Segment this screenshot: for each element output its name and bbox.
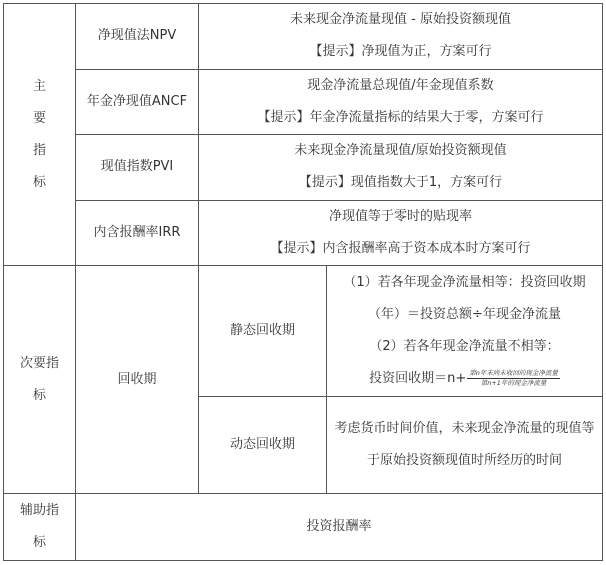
formula-ancf: 现金净流量总现值/年金现值系数 — [307, 77, 494, 93]
formula-numerator: 第n年末尚未收回的现金净流量 — [469, 369, 558, 378]
tip-npv: 【提示】净现值为正，方案可行 — [309, 44, 492, 60]
auxiliary-name: 投资报酬率 — [76, 494, 603, 561]
row-content-ancf — [199, 69, 603, 135]
investment-indicator-table — [3, 3, 603, 561]
static-payback-name: 静态回收期 — [199, 266, 327, 397]
secondary-label: 次要指标 — [4, 266, 76, 494]
formula-irr: 净现值等于零时的贴现率 — [328, 209, 472, 225]
row-content-pvi — [199, 135, 603, 201]
row-name-npv: 净现值法NPV — [76, 4, 199, 70]
formula-npv: 未来现金净流量现值 - 原始投资额现值 — [290, 12, 511, 28]
row-content-irr — [199, 200, 603, 266]
row-name-pvi: 现值指数PVI — [76, 135, 199, 201]
static-payback-content — [327, 266, 603, 397]
tip-irr: 【提示】内含报酬率高于资本成本时方案可行 — [270, 241, 531, 257]
formula-pvi: 未来现金净流量现值/原始投资额现值 — [294, 143, 507, 159]
static-payback-line1: （1）若各年现金净流量相等：投资回收期（年）＝投资总额÷年现金净流量 — [343, 275, 586, 323]
formula-fraction — [467, 369, 560, 388]
row-content-npv — [199, 4, 603, 70]
formula-prefix: 投资回收期＝n+ — [369, 371, 467, 387]
tip-pvi: 【提示】现值指数大于1，方案可行 — [298, 175, 503, 191]
row-name-ancf: 年金净现值ANCF — [76, 69, 199, 135]
dynamic-payback-name: 动态回收期 — [199, 397, 327, 494]
primary-label: 主要指标 — [4, 4, 76, 266]
tip-ancf: 【提示】年金净流量指标的结果大于零，方案可行 — [257, 109, 544, 125]
row-name-irr: 内含报酬率IRR — [76, 200, 199, 266]
static-payback-formula — [332, 363, 597, 395]
dynamic-payback-desc: 考虑货币时间价值，未来现金净流量的现值等 于原始投资额现值时所经历的时间 — [327, 397, 603, 494]
static-payback-line2: （2）若各年现金净流量不相等： — [369, 339, 560, 355]
payback-period-name: 回收期 — [76, 266, 199, 494]
formula-denominator: 第n+1年的现金净流量 — [480, 379, 547, 388]
auxiliary-label: 辅助指标 — [4, 494, 76, 561]
